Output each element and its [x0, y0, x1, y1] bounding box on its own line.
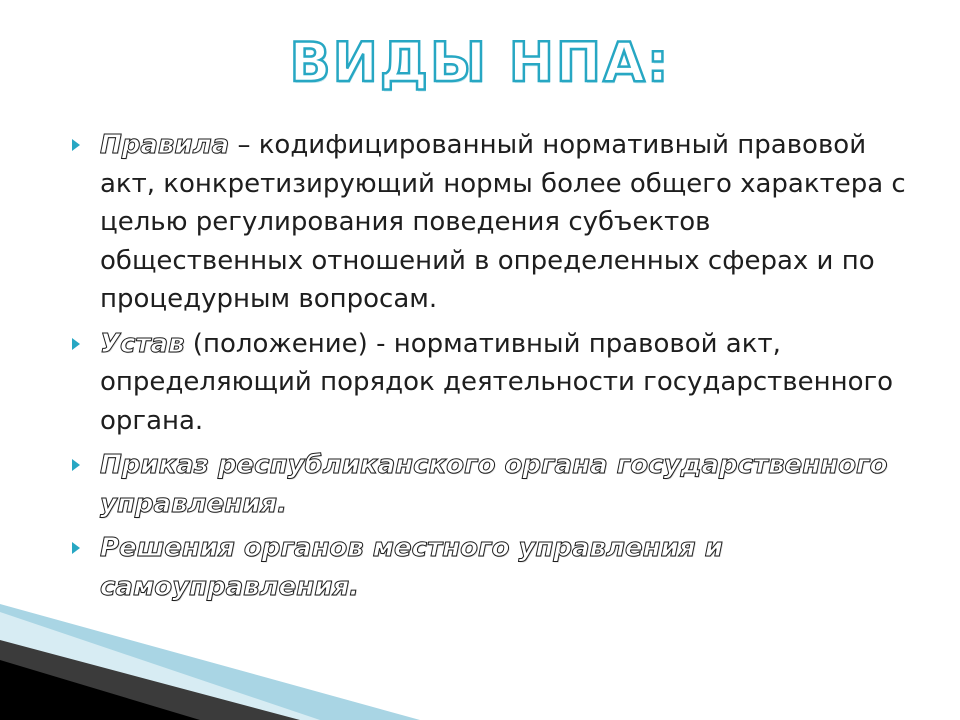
list-item [70, 446, 910, 523]
corner-stripe-pale [0, 612, 320, 720]
list-item [70, 325, 910, 441]
triangle-right-icon [72, 126, 82, 165]
item-text: – кодифицированный нормативный правовой акт, конкретизирующий нормы более общего характера с целью регулирования поведения субъектов общественных отношений в определенных сферах и по процедурным вопросам. [100, 130, 906, 314]
item-text: (положение) - нормативный правовой акт, определяющий порядок деятельности государственного органа. [100, 328, 894, 436]
slide-title: ВИДЫ НПА: [289, 31, 671, 94]
corner-stripe-light [0, 604, 420, 720]
bullet-list [70, 126, 910, 612]
item-term: Приказ республиканского органа государственного управления. [100, 450, 888, 519]
list-item [70, 529, 910, 606]
list-item [70, 126, 910, 319]
corner-stripe-black [0, 660, 200, 720]
item-term: Решения органов местного управления и самоуправления. [100, 533, 723, 602]
item-term: Правила [100, 130, 230, 160]
triangle-right-icon [72, 446, 82, 485]
triangle-right-icon [72, 529, 82, 568]
triangle-right-icon [72, 325, 82, 364]
corner-stripe-dark [0, 640, 300, 720]
item-term: Устав [100, 328, 185, 359]
